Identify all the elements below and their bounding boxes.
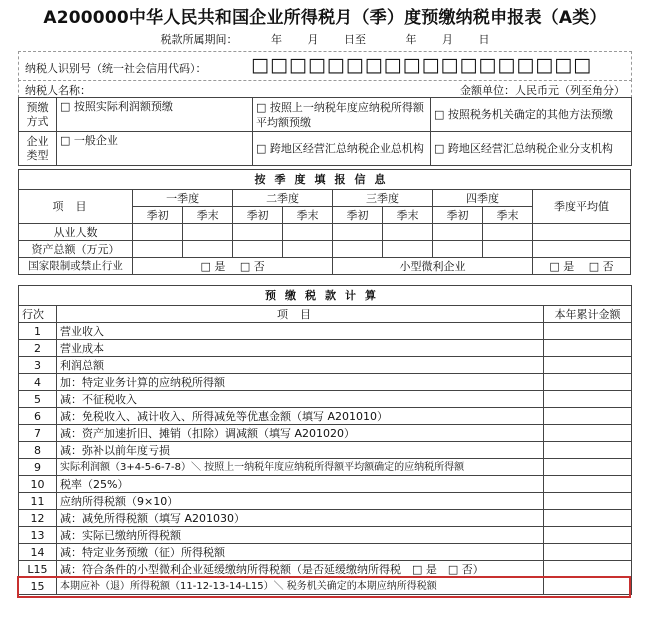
q3-start: 季初: [333, 207, 383, 224]
table-row: [19, 391, 632, 408]
taxpayer-id-boxes[interactable]: □□□□□□□□□□□□□□□□□□: [251, 54, 593, 76]
q4-start: 季初: [433, 207, 483, 224]
prepay-method-label: 预缴方式: [19, 98, 57, 132]
quarterly-info-table: [18, 169, 631, 275]
input-cell[interactable]: [433, 224, 483, 241]
period-month-end[interactable]: 月: [442, 33, 453, 46]
input-cell[interactable]: [333, 224, 383, 241]
section-calc-header: 预缴税款计算: [19, 286, 632, 306]
table-row: [19, 340, 632, 357]
amount-input-cell[interactable]: [544, 425, 632, 442]
small-enterprise-label: 小型微利企业: [333, 258, 533, 275]
table-row: [19, 459, 632, 476]
input-cell[interactable]: [532, 224, 630, 241]
calc-rows: [19, 323, 632, 595]
line-item-label: 减：不征税收入: [57, 391, 544, 408]
period-day-start[interactable]: 日至: [344, 33, 366, 46]
input-cell[interactable]: [233, 241, 283, 258]
line-item-label: 营业成本: [57, 340, 544, 357]
line-item-label: 减：免税收入、减计收入、所得减免等优惠金额（填写 A201010）: [57, 408, 544, 425]
input-cell[interactable]: [483, 241, 533, 258]
taxpayer-id-label: 纳税人识别号（统一社会信用代码）：: [25, 62, 207, 75]
line-item-label: 实际利润额（3+4-5-6-7-8）＼ 按照上一纳税年度应纳税所得额平均额确定的应纳税所得额: [57, 459, 544, 476]
line-number: 7: [19, 425, 57, 442]
line-number: 9: [19, 459, 57, 476]
restricted-industry-label: 国家限制或禁止行业: [19, 258, 133, 275]
input-cell[interactable]: [133, 241, 183, 258]
prepay-type-table: [18, 97, 632, 166]
quarter-2-header: 二季度: [233, 190, 333, 207]
line-item-label: 减：特定业务预缴（征）所得税额: [57, 544, 544, 561]
line-number: 15: [19, 578, 57, 595]
line-item-label: 本期应补（退）所得税额（11-12-13-14-L15）＼ 税务机关确定的本期应纳所得税额: [57, 578, 544, 595]
amount-input-cell[interactable]: [544, 510, 632, 527]
tax-period-row: [0, 31, 650, 47]
line-item-label: 营业收入: [57, 323, 544, 340]
quarter-3-header: 三季度: [333, 190, 433, 207]
calc-item-header: 项目: [57, 306, 544, 323]
quarter-4-header: 四季度: [433, 190, 533, 207]
amount-input-cell[interactable]: [544, 527, 632, 544]
period-day-end[interactable]: 日: [478, 33, 490, 46]
q4-end: 季末: [483, 207, 533, 224]
table-row: [19, 357, 632, 374]
line-number: 13: [19, 527, 57, 544]
amount-input-cell[interactable]: [544, 476, 632, 493]
tax-period-label: 税款所属期间：: [160, 33, 238, 46]
taxpayer-id-row: [18, 51, 632, 81]
q2-start: 季初: [233, 207, 283, 224]
section-quarterly-header: 按季度填报信息: [19, 170, 631, 190]
input-cell[interactable]: [532, 241, 630, 258]
employees-label: 从业人数: [19, 224, 133, 241]
annual-amount-header: 本年累计金额: [544, 306, 632, 323]
input-cell[interactable]: [483, 224, 533, 241]
tax-calculation-table: [18, 285, 632, 595]
line-number: 14: [19, 544, 57, 561]
table-row: [19, 323, 632, 340]
taxpayer-name-row: [18, 79, 632, 98]
line-number: 12: [19, 510, 57, 527]
input-cell[interactable]: [383, 224, 433, 241]
line-number: 2: [19, 340, 57, 357]
small-enterprise-choice[interactable]: □ 是 □ 否: [532, 258, 630, 275]
taxpayer-name-label: 纳税人名称：: [25, 84, 91, 97]
line-number: 6: [19, 408, 57, 425]
line-number: 11: [19, 493, 57, 510]
input-cell[interactable]: [283, 241, 333, 258]
line-item-label: 减：减免所得税额（填写 A201030）: [57, 510, 544, 527]
enterprise-type-branch[interactable]: □ 跨地区经营汇总纳税企业分支机构: [431, 132, 632, 166]
table-row: [19, 408, 632, 425]
table-row: [19, 561, 632, 578]
table-row: [19, 476, 632, 493]
amount-input-cell[interactable]: [544, 408, 632, 425]
line-item-label: 减：符合条件的小型微利企业延缓缴纳所得税额（是否延缓缴纳所得税 □ 是 □ 否）: [57, 561, 544, 578]
q1-end: 季末: [183, 207, 233, 224]
table-row: [19, 442, 632, 459]
line-item-label: 应纳所得税额（9×10）: [57, 493, 544, 510]
amount-input-cell[interactable]: [544, 459, 632, 476]
table-row: [19, 544, 632, 561]
line-number: 8: [19, 442, 57, 459]
line-number: 10: [19, 476, 57, 493]
q1-start: 季初: [133, 207, 183, 224]
table-row: [19, 374, 632, 391]
line-number: L15: [19, 561, 57, 578]
line-item-label: 减：弥补以前年度亏损: [57, 442, 544, 459]
q3-end: 季末: [383, 207, 433, 224]
line-item-label: 利润总额: [57, 357, 544, 374]
amount-input-cell[interactable]: [544, 391, 632, 408]
total-assets-label: 资产总额（万元）: [19, 241, 133, 258]
input-cell[interactable]: [183, 224, 233, 241]
period-year-start[interactable]: 年: [271, 33, 282, 46]
period-month-start[interactable]: 月: [307, 33, 319, 46]
line-number: 5: [19, 391, 57, 408]
item-header: 项目: [19, 190, 133, 224]
enterprise-type-head[interactable]: □ 跨地区经营汇总纳税企业总机构: [253, 132, 431, 166]
amount-input-cell[interactable]: [544, 340, 632, 357]
input-cell[interactable]: [383, 241, 433, 258]
amount-input-cell[interactable]: [544, 544, 632, 561]
amount-input-cell[interactable]: [544, 442, 632, 459]
line-item-label: 税率（25%）: [57, 476, 544, 493]
line-item-label: 减：实际已缴纳所得税额: [57, 527, 544, 544]
q2-end: 季末: [283, 207, 333, 224]
line-number: 4: [19, 374, 57, 391]
quarter-1-header: 一季度: [133, 190, 233, 207]
table-row: [19, 527, 632, 544]
amount-unit-label: 金额单位：人民币元（列至角分）: [460, 84, 625, 97]
period-year-end[interactable]: 年: [405, 33, 417, 46]
line-item-label: 加：特定业务计算的应纳税所得额: [57, 374, 544, 391]
restricted-industry-choice[interactable]: □ 是 □ 否: [133, 258, 333, 275]
input-cell[interactable]: [433, 241, 483, 258]
form-title: A200000中华人民共和国企业所得税月（季）度预缴纳税申报表（A类）: [43, 8, 607, 28]
quarter-average-header: 季度平均值: [532, 190, 630, 224]
highlight-box: [17, 576, 631, 598]
table-row: [19, 493, 632, 510]
prepay-option-actual[interactable]: □ 按照实际利润额预缴: [57, 98, 253, 132]
input-cell[interactable]: [283, 224, 333, 241]
line-item-label: 减：资产加速折旧、摊销（扣除）调减额（填写 A201020）: [57, 425, 544, 442]
table-row: [19, 510, 632, 527]
input-cell[interactable]: [333, 241, 383, 258]
input-cell[interactable]: [133, 224, 183, 241]
input-cell[interactable]: [233, 224, 283, 241]
amount-input-cell[interactable]: [544, 323, 632, 340]
input-cell[interactable]: [183, 241, 233, 258]
line-number-header: 行次: [19, 306, 57, 323]
enterprise-type-label: 企业类型: [19, 132, 57, 166]
amount-input-cell[interactable]: [544, 561, 632, 578]
table-row: [19, 425, 632, 442]
prepay-option-other[interactable]: □ 按照税务机关确定的其他方法预缴: [431, 98, 632, 132]
line-number: 3: [19, 357, 57, 374]
line-number: 1: [19, 323, 57, 340]
amount-input-cell[interactable]: [544, 493, 632, 510]
enterprise-type-general[interactable]: □ 一般企业: [57, 132, 253, 166]
prepay-option-average[interactable]: □ 按照上一纳税年度应纳税所得额平均额预缴: [253, 98, 431, 132]
amount-input-cell[interactable]: [544, 357, 632, 374]
amount-input-cell[interactable]: [544, 374, 632, 391]
